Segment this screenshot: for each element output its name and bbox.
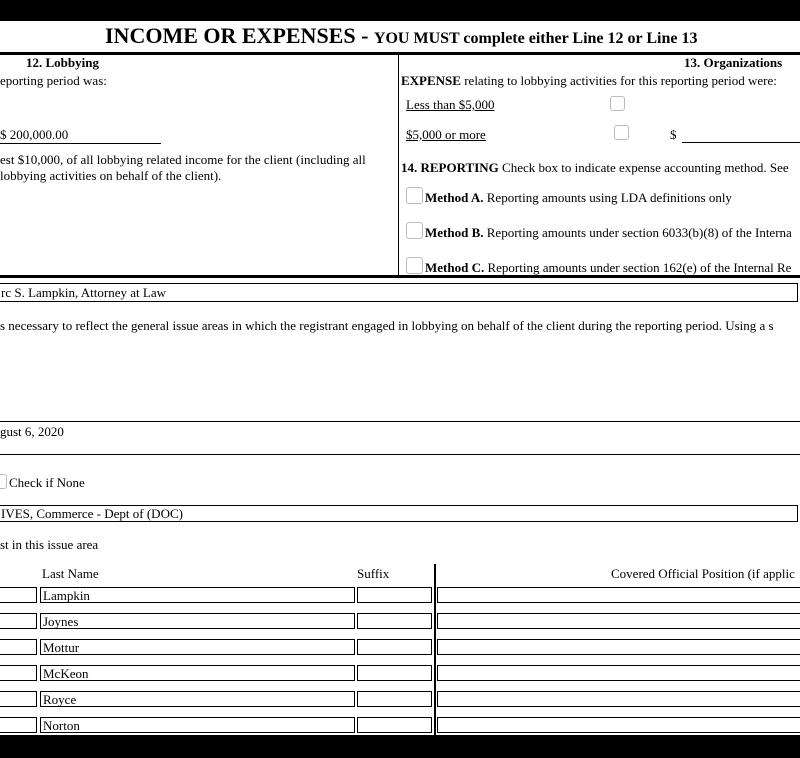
date-value: gust 6, 2020	[0, 424, 64, 439]
col-header-last-name: Last Name	[42, 566, 99, 581]
signature-name-field[interactable]	[0, 283, 798, 302]
suffix-field[interactable]	[357, 639, 432, 655]
position-field[interactable]	[437, 639, 800, 655]
5000-or-more-label: $5,000 or more	[406, 127, 486, 142]
reporting-text: Check box to indicate expense accounting method. See	[498, 160, 789, 175]
first-name-field[interactable]	[0, 639, 37, 655]
suffix-field[interactable]	[357, 587, 432, 603]
method-b-checkbox[interactable]	[406, 222, 423, 239]
line12-note-1: est $10,000, of all lobbying related income for the client (including all	[0, 152, 366, 167]
first-name-field[interactable]	[0, 691, 37, 707]
form-page	[0, 21, 800, 735]
less-than-5000-label: Less than $5,000	[406, 97, 495, 112]
line12-heading: 12. Lobbying	[26, 55, 99, 70]
last-name-value: McKeon	[43, 666, 89, 681]
suffix-field[interactable]	[357, 691, 432, 707]
table-column-divider	[434, 564, 436, 735]
method-c-text: Reporting amounts under section 162(e) of the Internal Re	[484, 260, 792, 275]
signature-name: rc S. Lampkin, Attorney at Law	[1, 285, 166, 300]
first-name-field[interactable]	[0, 613, 37, 629]
check-if-none-checkbox[interactable]	[0, 474, 7, 489]
method-b-text: Reporting amounts under section 6033(b)(8) of the Interna	[483, 225, 792, 240]
agency-field[interactable]	[0, 505, 798, 522]
method-a-checkbox[interactable]	[406, 187, 423, 204]
method-a-text: Reporting amounts using LDA definitions only	[483, 190, 732, 205]
date-bottom-rule	[0, 454, 800, 455]
last-name-field[interactable]	[40, 587, 355, 603]
last-name-value: Joynes	[43, 614, 79, 629]
form-title	[105, 23, 697, 49]
col-header-position: Covered Official Position (if applic	[611, 566, 795, 581]
method-b-label	[425, 225, 792, 241]
expense-amount-field[interactable]	[682, 142, 800, 143]
line12-amount-underline	[0, 143, 161, 144]
position-field[interactable]	[437, 717, 800, 733]
first-name-field[interactable]	[0, 587, 37, 603]
position-field[interactable]	[437, 587, 800, 603]
less-than-5000-checkbox[interactable]	[610, 96, 625, 111]
lobbyist-section-label: st in this issue area	[0, 537, 99, 552]
column-divider	[398, 55, 399, 275]
suffix-field[interactable]	[357, 717, 432, 733]
line13-heading: 13. Organizations	[684, 55, 783, 70]
title-divider	[0, 52, 800, 55]
last-name-field[interactable]	[40, 665, 355, 681]
issue-instructions: s necessary to reflect the general issue areas in which the registrant engaged in lobbying on behalf of the client during the reporting period. Using a s	[0, 318, 774, 333]
last-name-value: Royce	[43, 692, 77, 707]
check-if-none-label: Check if None	[9, 475, 85, 490]
agency-value: IVES, Commerce - Dept of (DOC)	[1, 506, 183, 521]
method-a-label	[425, 190, 732, 206]
line12-amount: $ 200,000.00	[0, 127, 69, 142]
5000-or-more-checkbox[interactable]	[614, 125, 629, 140]
position-field[interactable]	[437, 665, 800, 681]
line12-note-2: lobbying activities on behalf of the client).	[0, 168, 222, 183]
line14-reporting	[401, 160, 789, 176]
col-header-suffix: Suffix	[357, 566, 390, 581]
method-c-label	[425, 260, 791, 276]
method-c-title: Method C.	[425, 260, 485, 275]
expense-text: relating to lobbying activities for this reporting period were:	[460, 73, 777, 88]
position-field[interactable]	[437, 691, 800, 707]
last-name-value: Lampkin	[43, 588, 90, 603]
title-main: INCOME OR EXPENSES -	[105, 23, 374, 48]
method-c-checkbox[interactable]	[406, 257, 423, 274]
last-name-field[interactable]	[40, 691, 355, 707]
suffix-field[interactable]	[357, 613, 432, 629]
last-name-value: Mottur	[43, 640, 80, 655]
title-sub: YOU MUST complete either Line 12 or Line 13	[373, 30, 698, 47]
position-field[interactable]	[437, 613, 800, 629]
last-name-field[interactable]	[40, 717, 355, 733]
suffix-field[interactable]	[357, 665, 432, 681]
method-a-title: Method A.	[425, 190, 484, 205]
line12-label: eporting period was:	[0, 73, 107, 88]
last-name-field[interactable]	[40, 639, 355, 655]
date-top-rule	[0, 421, 800, 422]
expense-dollar-sign: $	[670, 127, 677, 142]
line13-expense	[401, 73, 777, 89]
first-name-field[interactable]	[0, 665, 37, 681]
last-name-value: Norton	[43, 718, 80, 733]
last-name-field[interactable]	[40, 613, 355, 629]
method-b-title: Method B.	[425, 225, 484, 240]
reporting-label: 14. REPORTING	[401, 160, 499, 175]
section-divider	[0, 275, 800, 278]
expense-label: EXPENSE	[401, 73, 461, 88]
first-name-field[interactable]	[0, 717, 37, 733]
